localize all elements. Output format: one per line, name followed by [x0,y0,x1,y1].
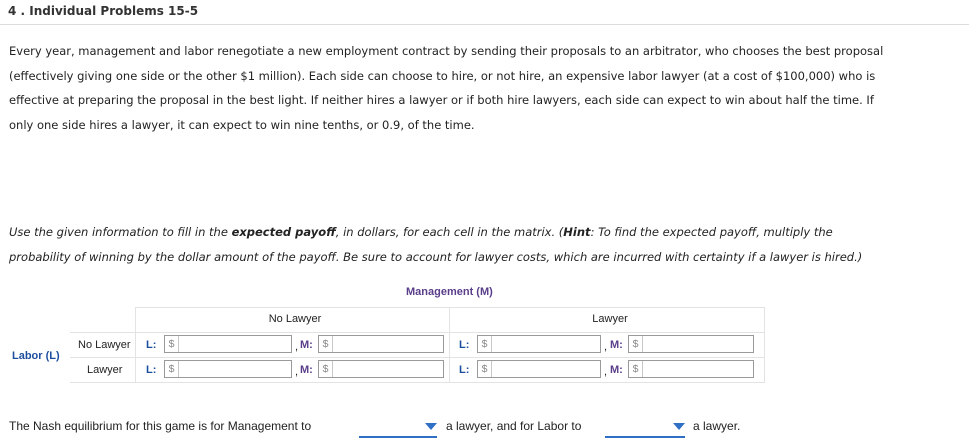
labor-payoff-label: L: [459,339,470,351]
management-payoff-label: M: [610,339,623,351]
instructions-line-1 [9,220,959,245]
comma-separator: , [604,366,608,378]
nash-text-part-3: a lawyer. [693,419,741,433]
instr-text: , in dollars, for each cell in the matrix. ( [335,225,564,239]
problem-line-1: Every year, management and labor renegotiate a new employment contract by sending their proposals to an arbitrator, who chooses the best proposal [9,44,884,58]
labor-choice-dropdown[interactable] [605,420,685,438]
management-payoff-label: M: [300,364,313,376]
matrix-grid-line [70,357,765,358]
instr-text: Use the given information to fill in the [9,225,232,239]
problem-line-4: only one side hires a lawyer, it can expect to win nine tenths, or 0.9, of the time. [9,117,475,132]
labor-payoff-label: L: [146,364,157,376]
question-title: 4 . Individual Problems 15-5 [8,4,199,18]
payoff-input-lawyer-lawyer-labor[interactable] [477,360,601,378]
row-header-no-lawyer: No Lawyer [78,339,131,351]
instructions-line-2: probability of winning by the dollar amount of the payoff. Be sure to account for lawyer costs, which are incurred with certainty if a lawyer is hired.) [9,249,863,264]
payoff-input-lawyer-lawyer-management[interactable] [628,360,754,378]
matrix-grid-line [764,307,765,382]
problem-statement [9,39,954,137]
row-header-lawyer: Lawyer [87,364,123,376]
matrix-grid-line [70,382,765,383]
labor-payoff-label: L: [146,339,157,351]
dropdown-arrow-icon [425,423,437,430]
dollar-sign: $ [629,361,643,377]
col-header-lawyer: Lawyer [592,313,628,325]
dollar-sign: $ [478,361,492,377]
payoff-input-lawyer-nolawyer-management[interactable] [318,360,444,378]
dollar-sign: $ [165,336,179,352]
labor-player-label: Labor (L) [12,350,60,362]
dollar-sign: $ [629,336,643,352]
instructions [9,220,959,269]
matrix-grid-line [135,307,765,308]
payoff-input-nolawyer-lawyer-labor[interactable] [477,335,601,353]
management-player-label: Management (M) [406,286,493,298]
nash-text-part-1: The Nash equilibrium for this game is for Management to [9,419,312,433]
payoff-input-nolawyer-nolawyer-management[interactable] [318,335,444,353]
instr-bold-expected-payoff: expected payoff [231,225,336,239]
comma-separator: , [604,341,608,353]
matrix-grid-line [70,332,765,333]
nash-text-part-2: a lawyer, and for Labor to [446,419,582,433]
instr-text: : To find the expected payoff, multiply the [590,225,833,239]
problem-line-2: (effectively giving one side or the other $1 million). Each side can choose to hire, or not hire, an expensive labor lawyer (at a cost of $100,000) who is [9,68,876,83]
dollar-sign: $ [165,361,179,377]
labor-payoff-label: L: [459,364,470,376]
management-choice-dropdown[interactable] [359,420,437,438]
dollar-sign: $ [478,336,492,352]
payoff-input-nolawyer-nolawyer-labor[interactable] [164,335,292,353]
payoff-input-lawyer-nolawyer-labor[interactable] [164,360,292,378]
dropdown-arrow-icon [673,423,685,430]
management-payoff-label: M: [610,364,623,376]
payoff-input-nolawyer-lawyer-management[interactable] [628,335,754,353]
comma-separator: , [295,366,299,378]
matrix-grid-line [449,307,450,382]
dollar-sign: $ [319,361,333,377]
dollar-sign: $ [319,336,333,352]
col-header-no-lawyer: No Lawyer [268,313,322,325]
question-header [0,0,969,25]
management-payoff-label: M: [300,339,313,351]
problem-line-3: effective at preparing the proposal in the best light. If neither hires a lawyer or if both hire lawyers, each side can expect to win about half the time. If [9,93,874,107]
comma-separator: , [295,341,299,353]
matrix-grid-line [135,307,136,382]
instr-bold-hint: Hint [563,225,591,239]
